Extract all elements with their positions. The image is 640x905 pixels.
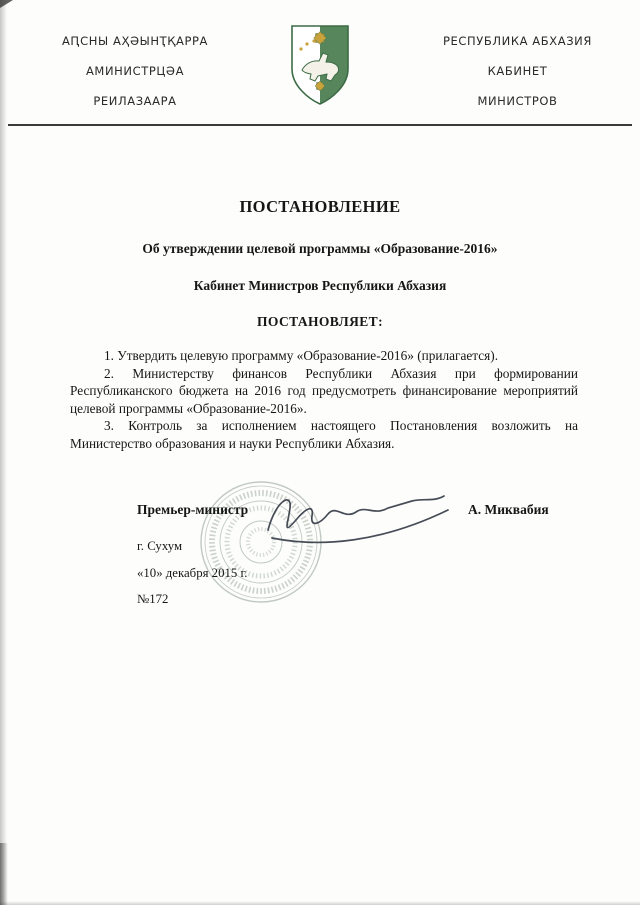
header-divider-line [8,124,632,126]
document-number: №172 [137,592,169,606]
document-resolve-word: ПОСТАНОВЛЯЕТ: [256,314,383,329]
header-abkhaz-line-3: РЕИЛАЗААРА [93,94,177,108]
signature-row [137,502,557,520]
scan-corner-mark-bottom-left [0,843,8,905]
header-russian-line-1: РЕСПУБЛИКА АБХАЗИЯ [443,34,592,48]
paragraph-1: 1. Утвердить целевую программу «Образование-2016» (прилагается). [104,348,499,363]
document-issuer: Кабинет Министров Республики Абхазия [193,278,447,293]
scan-corner-mark-top-left [0,0,13,8]
scan-edge-artifact-bottom [0,901,640,905]
document-title: ПОСТАНОВЛЕНИЕ [239,197,401,216]
document-body [70,347,578,453]
signer-name: А. Миквабия [468,502,549,517]
paragraph-3: 3. Контроль за исполнением настоящего Постановления возложить на Министерство образования и науки Республики Абхазия. [70,418,578,451]
document-city: г. Сухум [137,539,183,553]
abkhazia-coat-of-arms-icon [289,23,351,112]
header-abkhaz-block [30,26,240,116]
header-russian-line-3: МИНИСТРОВ [477,94,558,108]
document-subject: Об утверждении целевой программы «Образование-2016» [142,241,498,256]
header-abkhaz-line-1: АԤСНЫ АҲӘЫНҬҚАРРА [61,34,209,48]
signer-role: Премьер-министр [137,502,249,517]
header-abkhaz-line-2: АМИНИСТРЦӘА [85,64,185,78]
paragraph-2: 2. Министерству финансов Республики Абхазия при формировании Республиканского бюджета на 2016 год предусмотреть финансирование мероприятий целевой программы «Образование-2016». [70,365,578,416]
document-date: «10» декабря 2015 г. [137,566,248,580]
header-russian-line-2: КАБИНЕТ [487,64,548,78]
scan-edge-artifact-left [0,0,7,905]
header-russian-block [425,26,610,116]
signature-block [137,502,557,607]
